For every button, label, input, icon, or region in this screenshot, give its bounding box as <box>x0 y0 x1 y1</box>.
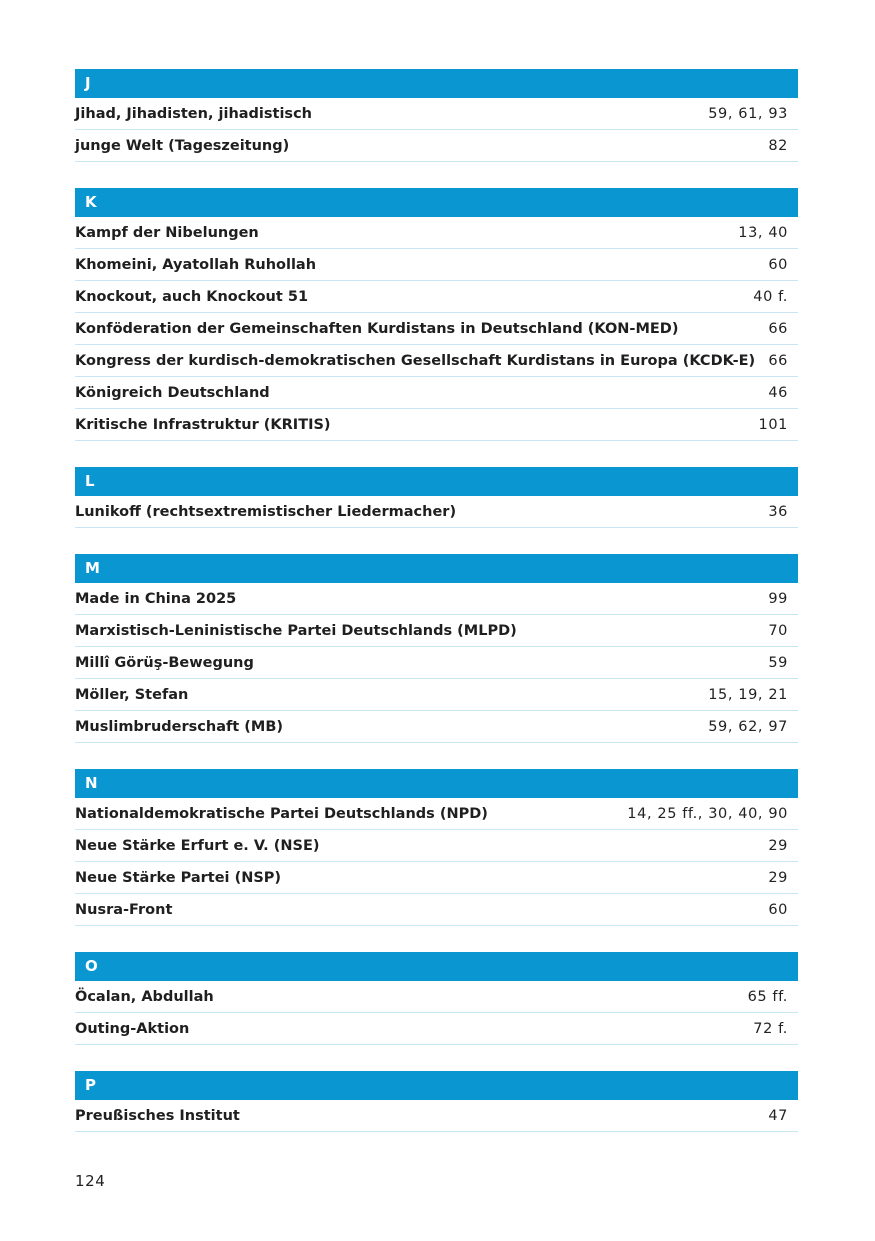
page-references: 46 <box>768 384 788 401</box>
index-entry <box>75 615 798 647</box>
index-term: Khomeini, Ayatollah Ruhollah <box>75 256 317 273</box>
index-entry <box>75 862 798 894</box>
index-entry <box>75 496 798 528</box>
index-term: Neue Stärke Partei (NSP) <box>75 869 282 886</box>
index-term: Outing-Aktion <box>75 1020 190 1037</box>
section-letter-header: P <box>75 1071 798 1100</box>
index-entry <box>75 409 798 441</box>
index-term: Lunikoff (rechtsextremistischer Liedermacher) <box>75 503 457 520</box>
index-term: Marxistisch-Leninistische Partei Deutschlands (MLPD) <box>75 622 517 639</box>
index-section-l <box>75 467 798 528</box>
page-references: 36 <box>768 503 788 520</box>
page-references: 101 <box>758 416 788 433</box>
section-letter-header: L <box>75 467 798 496</box>
page-references: 72 f. <box>753 1020 788 1037</box>
index-term: Öcalan, Abdullah <box>75 988 214 1005</box>
index-section-o <box>75 952 798 1045</box>
page-number: 124 <box>75 1172 106 1190</box>
index-term: Königreich Deutschland <box>75 384 270 401</box>
index-term: Nusra-Front <box>75 901 173 918</box>
page-references: 47 <box>768 1107 788 1124</box>
page-references: 60 <box>768 901 788 918</box>
index-entry <box>75 377 798 409</box>
index-term: Preußisches Institut <box>75 1107 240 1124</box>
section-letter-header: N <box>75 769 798 798</box>
page-references: 29 <box>768 837 788 854</box>
page-references: 60 <box>768 256 788 273</box>
index-section-n <box>75 769 798 926</box>
page-references: 66 <box>768 352 788 369</box>
index-section-m <box>75 554 798 743</box>
index-entry <box>75 249 798 281</box>
page-references: 40 f. <box>753 288 788 305</box>
page-references: 82 <box>768 137 788 154</box>
index-term: Jihad, Jihadisten, jihadistisch <box>75 105 312 122</box>
index-term: Neue Stärke Erfurt e. V. (NSE) <box>75 837 320 854</box>
index-entry <box>75 679 798 711</box>
page-references: 99 <box>768 590 788 607</box>
index-term: Muslimbruderschaft (MB) <box>75 718 284 735</box>
page-references: 70 <box>768 622 788 639</box>
index-section-p <box>75 1071 798 1132</box>
page-references: 14, 25 ff., 30, 40, 90 <box>627 805 788 822</box>
index-term: Made in China 2025 <box>75 590 237 607</box>
index-term: Knockout, auch Knockout 51 <box>75 288 309 305</box>
index-entry <box>75 217 798 249</box>
index-section-k <box>75 188 798 441</box>
index-term: Konföderation der Gemeinschaften Kurdistans in Deutschland (KON-MED) <box>75 320 679 337</box>
index-entry <box>75 583 798 615</box>
index-section-j <box>75 69 798 162</box>
section-letter-header: K <box>75 188 798 217</box>
index-term: Kampf der Nibelungen <box>75 224 259 241</box>
page-references: 65 ff. <box>747 988 788 1005</box>
index-term: Kritische Infrastruktur (KRITIS) <box>75 416 331 433</box>
page-references: 59, 62, 97 <box>708 718 788 735</box>
page-references: 15, 19, 21 <box>708 686 788 703</box>
section-letter-header: J <box>75 69 798 98</box>
index-term: Nationaldemokratische Partei Deutschlands (NPD) <box>75 805 488 822</box>
page-references: 13, 40 <box>738 224 788 241</box>
index-entry <box>75 647 798 679</box>
index-entry <box>75 830 798 862</box>
index-term: Kongress der kurdisch-demokratischen Gesellschaft Kurdistans in Europa (KCDK-E) <box>75 352 756 369</box>
index-entry <box>75 313 798 345</box>
index-list <box>75 69 798 1158</box>
index-entry <box>75 98 798 130</box>
page-references: 29 <box>768 869 788 886</box>
index-entry <box>75 281 798 313</box>
index-term: junge Welt (Tageszeitung) <box>75 137 290 154</box>
index-entry <box>75 894 798 926</box>
index-entry <box>75 1100 798 1132</box>
index-term: Millî Görüş-Bewegung <box>75 654 254 671</box>
index-entry <box>75 130 798 162</box>
page-references: 59 <box>768 654 788 671</box>
section-letter-header: O <box>75 952 798 981</box>
index-term: Möller, Stefan <box>75 686 189 703</box>
index-entry <box>75 711 798 743</box>
index-entry <box>75 1013 798 1045</box>
page-references: 66 <box>768 320 788 337</box>
index-entry <box>75 798 798 830</box>
page-references: 59, 61, 93 <box>708 105 788 122</box>
index-entry <box>75 981 798 1013</box>
section-letter-header: M <box>75 554 798 583</box>
index-entry <box>75 345 798 377</box>
